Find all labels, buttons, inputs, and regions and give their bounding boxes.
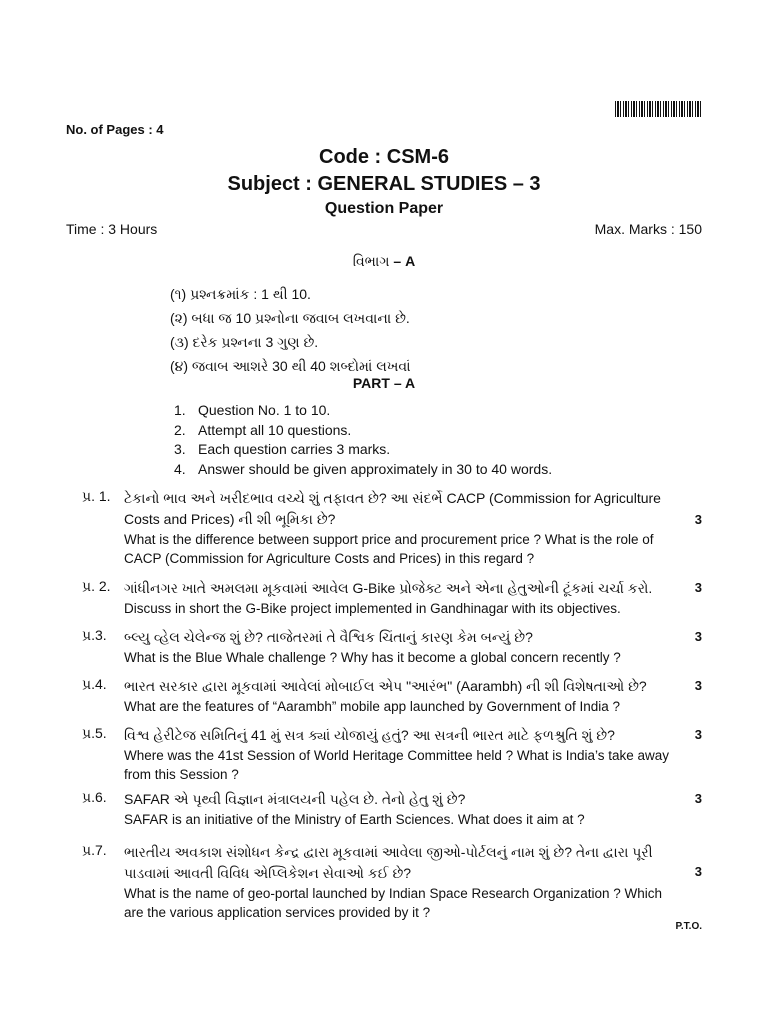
instruction-text: Question No. 1 to 10. [198,402,331,418]
question-english: Where was the 41st Session of World Heritage Committee held ? What is India’s take away from this Session ? [124,748,670,782]
instruction-number: 2. [174,421,186,438]
page-count: No. of Pages : 4 [66,122,164,137]
question-gujarati: ગાંધીનગર ખાતે અમલમા મૂકવામાં આવેલ G-Bike પ્રોજેક્ટ અને એના હેતુઓની ટૂંકમાં ચર્ચા કરો. [124,580,653,596]
gujarati-instruction: (૨) બધા જ 10 પ્રશ્નોના જવાબ લખવાના છે. [170,310,410,326]
question-marks: 3 [694,678,702,693]
question-1 [82,488,706,568]
english-instruction [174,421,552,441]
question-7 [82,842,706,922]
question-english: What is the name of geo-portal launched by Indian Space Research Organization ? Which are the various application services provided by it ? [124,886,663,920]
question-gujarati: ટેકાનો ભાવ અને ખરીદભાવ વચ્ચે શું તફાવત છે? આ સંદર્ભે CACP (Commission for Agriculture Costs and Prices) ની શી ભૂમિકા છે? [124,490,661,527]
instruction-text: Answer should be given approximately in 30 to 40 words. [198,460,553,477]
barcode [615,101,702,117]
question-number: પ્ર.5. [82,725,107,741]
question-2 [82,578,706,618]
question-4 [82,676,706,716]
question-3 [82,627,706,667]
gujarati-instructions [170,282,411,378]
gujarati-instruction: (૪) જવાબ આશરે 30 થી 40 શબ્દોમાં લખવાં [170,358,411,374]
english-instruction [174,401,552,421]
gujarati-section-suffix: – A [393,253,416,269]
question-marks: 3 [694,864,702,879]
instruction-text: Each question carries 3 marks. [198,441,391,457]
question-number: પ્ર.3. [82,627,107,643]
question-marks: 3 [694,727,702,742]
question-english: Discuss in short the G-Bike project implemented in Gandhinagar with its objectives. [124,601,621,616]
question-gujarati: SAFAR એ પૃથ્વી વિજ્ઞાન મંત્રાલયની પહેલ છે. તેનો હેતુ શું છે? [124,791,466,807]
gujarati-section-title [0,253,768,270]
question-english: What are the features of “Aarambh” mobile app launched by Government of India ? [124,699,621,714]
max-marks: Max. Marks : 150 [594,221,702,237]
question-english: SAFAR is an initiative of the Ministry of Earth Sciences. What does it aim at ? [124,812,585,827]
gujarati-section-word: વિભાગ [352,253,390,269]
english-section-title: PART – A [352,375,416,391]
question-marks: 3 [694,512,702,527]
question-marks: 3 [694,629,702,644]
question-english: What is the Blue Whale challenge ? Why has it become a global concern recently ? [124,650,621,665]
question-number: પ્ર. 1. [82,488,111,504]
pto-label: P.T.O. [675,921,702,932]
question-number: પ્ર.6. [82,789,107,805]
exam-time: Time : 3 Hours [66,221,158,237]
instruction-number: 3. [174,441,186,457]
question-english: What is the difference between support price and procurement price ? What is the role of CACP (Commission for Agriculture Costs and Prices) in this regard ? [124,532,654,566]
question-marks: 3 [694,791,702,806]
gujarati-instruction: (૧) પ્રશ્નક્રમાંક : 1 થી 10. [170,286,311,302]
instruction-text: Attempt all 10 questions. [198,421,352,438]
english-instruction [174,460,552,480]
gujarati-instruction: (૩) દરેક પ્રશ્નના 3 ગુણ છે. [170,334,319,350]
question-gujarati: બ્લ્યુ વ્હેલ ચેલેન્જ શું છે? તાજેતરમાં તે વૈશ્વિક ચિંતાનું કારણ કેમ બન્યું છે? [124,629,533,645]
paper-title: Question Paper [324,200,444,217]
question-number: પ્ર.7. [82,842,107,858]
question-gujarati: વિશ્વ હેરીટેજ સમિતિનું 41 મું સત્ર ક્યાં યોજાયું હતું? આ સત્રની ભારત માટે ફળશ્રુતિ શું છે? [124,727,615,743]
question-5 [82,725,706,784]
instruction-number: 1. [174,402,186,418]
question-gujarati: ભારતીય અવકાશ સંશોધન કેન્દ્ર દ્વારા મૂકવામાં આવેલા જીઓ-પોર્ટલનું નામ શું છે? તેના દ્વારા પૂરી પાડવામાં આવતી વિવિધ એપ્લિકેશન સેવાઓ કઈ છે? [124,844,653,881]
question-number: પ્ર. 2. [82,578,111,594]
question-number: પ્ર.4. [82,676,107,692]
subject-title: Subject : GENERAL STUDIES – 3 [227,173,541,195]
question-6 [82,789,706,829]
exam-code: Code : CSM-6 [319,146,449,168]
question-gujarati: ભારત સરકાર દ્વારા મૂકવામાં આવેલાં મોબાઈલ એપ "આરંભ" (Aarambh) ની શી વિશેષતાઓ છે? [124,678,647,694]
instruction-number: 4. [174,460,186,477]
english-instruction [174,440,552,460]
english-instructions [174,401,552,479]
question-marks: 3 [694,580,702,595]
